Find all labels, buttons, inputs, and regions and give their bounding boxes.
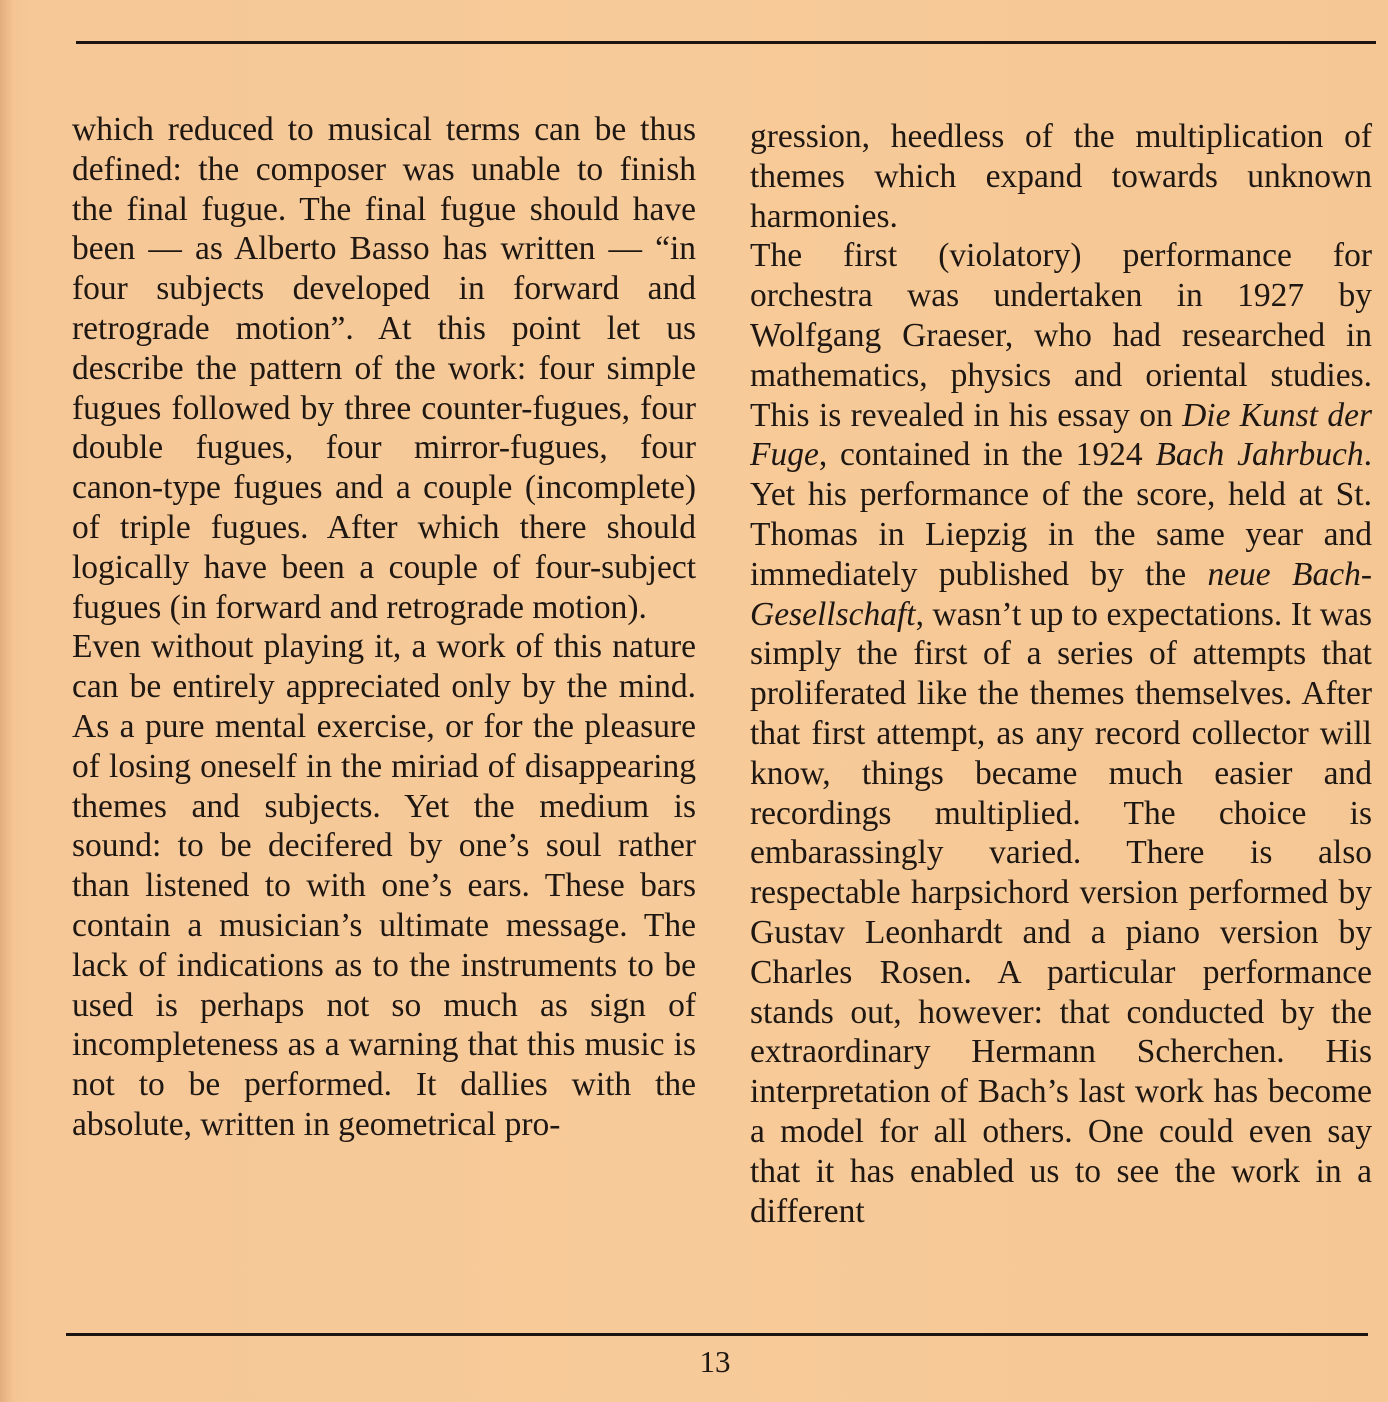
binding-edge [0,0,14,1402]
right-paragraph-2 [750,236,1372,1231]
right-paragraph-1: gression, heedless of the multiplication of themes which expand towards unknown harmonies. [750,118,1372,235]
right-column [750,117,1372,1231]
top-rule [76,41,1376,44]
right-paragraph-2-text-b: , contained in the 1924 [818,436,1156,474]
title-neue-bach-gesellschaft: neue Bach-Gesellschaft [750,555,1372,633]
right-paragraph-2-text-d: , wasn’t up to expectations. It was simply the first of a series of attempts that proliferated like the themes themselves. After that first attempt, as any record collector will know, things became much easier and recordings multiplied. The choice is embarassingly varied. There is also respectable harpsichord version performed by Gustav Leonhardt and a piano version by Charles Rosen. A particular performance stands out, however: that conducted by the extraordinary Hermann Scherchen. His interpretation of Bach’s last work has become a model for all others. One could even say that it has enabled us to see the work in a different [750,595,1372,1230]
page-number: 13 [699,1344,731,1379]
right-paragraph-2-text-c: . Yet his performance of the score, held at St. Thomas in Liepzig in the same year and immediately published by the [750,436,1372,593]
left-paragraph-1: which reduced to musical terms can be thus defined: the composer was unable to finish the final fugue. The final fugue should have been — as Alberto Basso has written — “in four subjects developed in forward and retrograde motion”. At this point let us describe the pattern of the work: four simple fugues followed by three counter-fugues, four double fugues, four mirror-fugues, four canon-type fugues and a couple (incomplete) of triple fugues. After which there should logically have been a couple of four-subject fugues (in forward and retrograde motion). [72,111,696,626]
bottom-rule [66,1333,1368,1336]
title-bach-jahrbuch: Bach Jahrbuch [1155,436,1364,474]
right-paragraph-2-text-a: The first (violatory) performance for orchestra was undertaken in 1927 by Wolfgang Graeser, who had researched in mathematics, physics and oriental studies. This is revealed in his essay on [750,237,1372,434]
left-column [72,110,696,1145]
left-paragraph-2: Even without playing it, a work of this nature can be entirely appreciated only by the mind. As a pure mental exercise, or for the pleasure of losing oneself in the miriad of disappearing themes and subjects. Yet the medium is sound: to be decifered by one’s soul rather than listened to with one’s ears. These bars contain a musician’s ultimate message. The lack of indications as to the instruments to be used is perhaps not so much as sign of incompleteness as a warning that this music is not to be performed. It dallies with the absolute, written in geometrical pro- [72,628,696,1143]
title-die-kunst-der-fuge: Die Kunst der Fuge [750,396,1372,474]
